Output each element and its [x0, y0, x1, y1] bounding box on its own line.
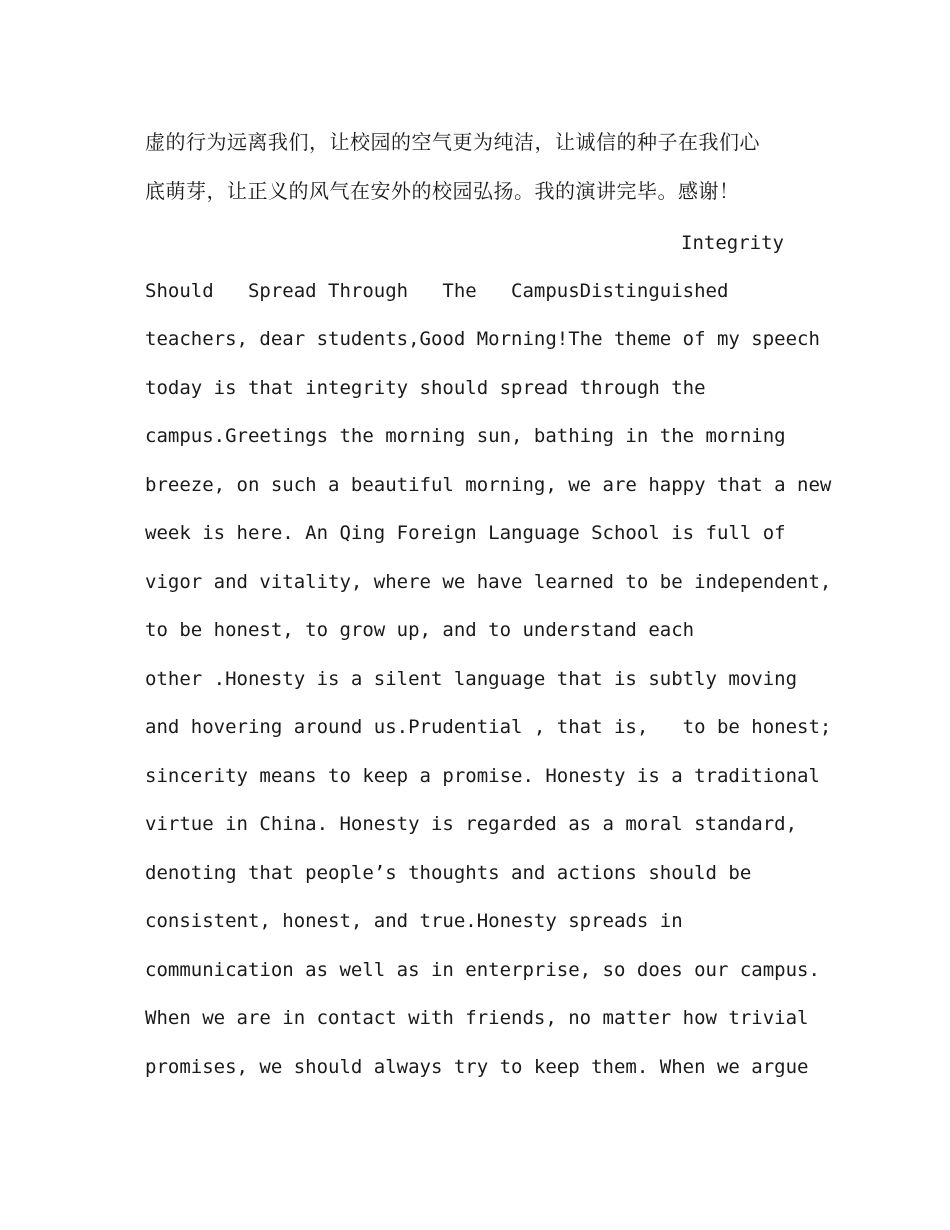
paragraph-line: consistent, honest, and true.Honesty spreads in — [145, 910, 683, 932]
paragraph-line: When we are in contact with friends, no matter how trivial — [145, 1007, 809, 1029]
paragraph-line: communication as well as in enterprise, so does our campus. — [145, 959, 820, 981]
paragraph-line: week is here. An Qing Foreign Language School is full of — [145, 522, 786, 544]
paragraph-line: 虚的行为远离我们，让校园的空气更为纯洁，让诚信的种子在我们心 — [145, 130, 760, 154]
paragraph-line: virtue in China. Honesty is regarded as a moral standard, — [145, 813, 798, 835]
speech-title-line: Should Spread Through The CampusDistinguished — [145, 280, 729, 302]
paragraph-line: other .Honesty is a silent language that is subtly moving — [145, 668, 798, 690]
paragraph-line: breeze, on such a beautiful morning, we are happy that a new — [145, 474, 832, 496]
speech-title-start: Integrity — [681, 232, 784, 254]
paragraph-line: promises, we should always try to keep them. When we argue — [145, 1056, 809, 1078]
paragraph-line: and hovering around us.Prudential , that is, to be honest; — [145, 716, 832, 738]
paragraph-line: campus.Greetings the morning sun, bathing in the morning — [145, 425, 786, 447]
paragraph-line: denoting that people’s thoughts and actions should be — [145, 862, 752, 884]
paragraph-line: teachers, dear students,Good Morning!The theme of my speech — [145, 328, 820, 350]
paragraph-line: sincerity means to keep a promise. Honesty is a traditional — [145, 765, 820, 787]
paragraph-line: vigor and vitality, where we have learned to be independent, — [145, 571, 832, 593]
paragraph-line: today is that integrity should spread through the — [145, 377, 706, 399]
paragraph-line: to be honest, to grow up, and to understand each — [145, 619, 695, 641]
paragraph-line: 底萌芽，让正义的风气在安外的校园弘扬。我的演讲完毕。感谢！ — [145, 179, 740, 203]
